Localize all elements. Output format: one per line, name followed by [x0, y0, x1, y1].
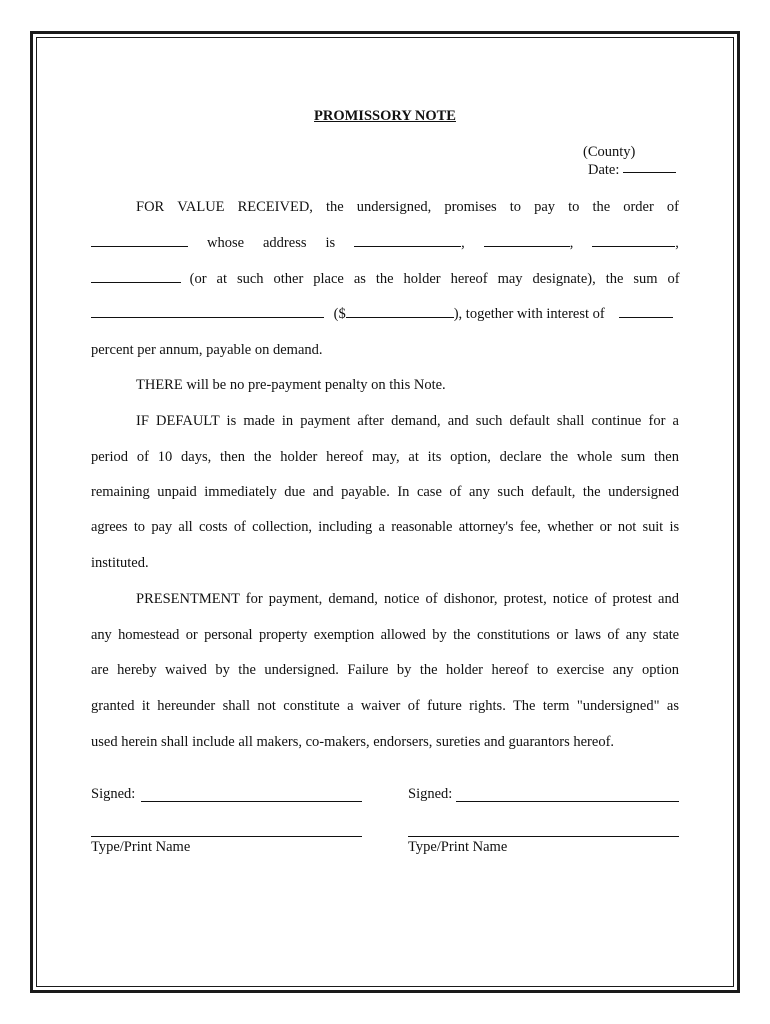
- interest-rate-blank[interactable]: [619, 305, 673, 318]
- right-print-name-line[interactable]: [408, 836, 679, 837]
- para4-line1: PRESENTMENT for payment, demand, notice of dishonor, protest, notice of protest and: [136, 591, 679, 607]
- comma: ,: [675, 235, 679, 251]
- para3-line4: agrees to pay all costs of collection, including a reasonable attorney's fee, whether or not suit is: [91, 519, 679, 535]
- para1-line3: [91, 270, 679, 288]
- word: to: [568, 199, 580, 215]
- para1-line3-text: (or at such other place as the holder hereof may designate), the sum of: [189, 271, 680, 287]
- comma: ,: [569, 235, 574, 251]
- word: of: [666, 199, 679, 215]
- sum-dollar-blank[interactable]: [346, 305, 454, 318]
- para4-line5: used herein shall include all makers, co-makers, endorsers, sureties and guarantors hereof.: [91, 734, 615, 750]
- date-line: [588, 162, 676, 179]
- date-label: Date:: [588, 162, 620, 178]
- interest-text: ), together with interest of: [453, 306, 605, 322]
- para4-line3: are hereby waived by the undersigned. Failure by the holder hereof to exercise any option: [91, 662, 679, 678]
- word: to: [509, 199, 522, 215]
- word: order: [623, 199, 654, 215]
- left-signature-line[interactable]: [141, 801, 362, 802]
- word: pay: [534, 199, 556, 215]
- para1-line1: [91, 198, 679, 216]
- word: the: [325, 199, 344, 215]
- para3-line5: instituted.: [91, 555, 149, 571]
- para4-line4: granted it hereunder shall not constitute a waiver of future rights. The term "undersigned" as: [91, 698, 679, 714]
- comma: ,: [461, 235, 465, 251]
- document-title: PROMISSORY NOTE: [314, 108, 456, 124]
- address-blank-3-group: [592, 234, 679, 252]
- left-print-name-line[interactable]: [91, 836, 362, 837]
- para3-line1: IF DEFAULT is made in payment after demand, and such default shall continue for a: [136, 413, 679, 429]
- para3-line2: period of 10 days, then the holder hereof may, at its option, declare the whole sum then: [91, 449, 679, 465]
- para1-line5: percent per annum, payable on demand.: [91, 342, 323, 358]
- address-blank-3[interactable]: [592, 234, 675, 247]
- county-label: (County): [583, 144, 636, 160]
- right-signature-line[interactable]: [456, 801, 679, 802]
- payee-name-blank[interactable]: [91, 234, 188, 247]
- word: the: [592, 199, 611, 215]
- para1-line4: [91, 305, 679, 323]
- word: FOR: [136, 199, 165, 215]
- date-blank[interactable]: [623, 171, 676, 173]
- word: is: [325, 235, 336, 251]
- para3-line3: remaining unpaid immediately due and payable. In case of any such default, the undersigned: [91, 484, 679, 500]
- left-signed-label: Signed:: [91, 786, 136, 802]
- para2-line1: THERE will be no pre-payment penalty on this Note.: [136, 377, 446, 393]
- left-print-name-label: Type/Print Name: [91, 839, 191, 855]
- word: undersigned,: [356, 199, 432, 215]
- word: promises: [444, 199, 497, 215]
- address-blank-1[interactable]: [354, 234, 461, 247]
- right-signed-label: Signed:: [408, 786, 453, 802]
- signature-row: [91, 786, 679, 806]
- para1-line2: [91, 234, 679, 252]
- dollar-open: ($: [333, 306, 346, 322]
- address-blank-1-group: [354, 234, 465, 252]
- word: address: [263, 235, 307, 251]
- word: whose: [206, 235, 245, 251]
- address-blank-2-group: [484, 234, 574, 252]
- address-blank-2[interactable]: [484, 234, 570, 247]
- word: RECEIVED,: [237, 199, 313, 215]
- para4-line2: any homestead or personal property exemption allowed by the constitutions or laws of any state: [91, 627, 679, 643]
- word: VALUE: [177, 199, 225, 215]
- right-print-name-label: Type/Print Name: [408, 839, 508, 855]
- address-blank-4[interactable]: [91, 270, 181, 283]
- sum-words-blank[interactable]: [91, 305, 324, 318]
